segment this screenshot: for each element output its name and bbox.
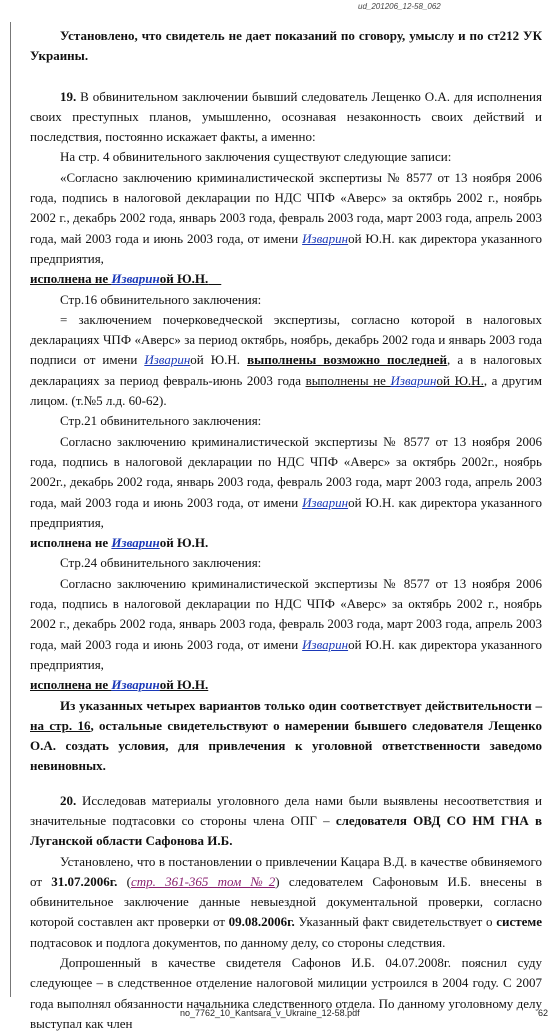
- s24-emphasis: [30, 677, 208, 692]
- s24-b: ой Ю.Н. как директора указанного предприятия,: [30, 636, 542, 672]
- footer-filename: no_7762_10_Kantsara_v_Ukraine_12-58.pdf: [180, 1008, 360, 1018]
- page21-text: [30, 432, 542, 554]
- witness-statement: Установлено, что свидетель не дает показаний по сговору, умыслу и по ст212 УК Украины.: [30, 28, 542, 64]
- q1-c2: ой Ю.Н.: [159, 271, 209, 287]
- quote-page4: [30, 168, 542, 290]
- q1-emphasis: [30, 271, 221, 286]
- izvarina-link[interactable]: Изварин: [302, 230, 349, 246]
- s16-bold: выполнены возможно последней: [247, 352, 448, 368]
- s16-u: выполнены не: [305, 372, 391, 388]
- document-body: [30, 26, 542, 1034]
- volume-link[interactable]: стр. 361-365 том №2: [130, 873, 276, 889]
- s24-c1: исполнена не: [30, 677, 112, 693]
- izvarina-link[interactable]: Изварин: [302, 494, 349, 510]
- p19-text: В обвинительном заключении бывший следователь Лещенко О.А. для исполнения своих преступных планов, умышленно, осознавая незаконность своих действий и последствия, постоянно искажает факты, а именно:: [30, 88, 542, 145]
- item-number-19: 19.: [60, 88, 77, 104]
- s21-c1: исполнена не: [30, 535, 112, 551]
- page24-text: [30, 574, 542, 696]
- p20b-date1: 31.07.2006г.: [51, 873, 118, 889]
- p20-bold: следователя ОВД СО НМ ГНА в Луганской области Сафонова И.Б.: [30, 812, 542, 849]
- s21-b: ой Ю.Н. как директора указанного предприятия,: [30, 494, 542, 530]
- izvarina-link[interactable]: Изварин: [390, 372, 437, 388]
- p19-sub: На стр. 4 обвинительного заключения существуют следующие записи:: [60, 149, 452, 165]
- s24-c2: ой Ю.Н.: [159, 677, 209, 693]
- p20b-d: Указанный факт свидетельствует о: [294, 914, 497, 930]
- p20b-a: Установлено, что в постановлении о привлечении Кацара В.Д. в качестве обвиняемого от: [30, 853, 542, 889]
- conclusion-paragraph: [30, 696, 542, 777]
- s21-a: Согласно заключению криминалистической экспертизы № 8577 от 13 ноября 2006 года, подпись в налоговой декларации по НДС ЧПФ «Аверс» за октябрь 2002г., ноябрь 2002г., декабрь 2002 года, январь 2003 года, февраль 2003 года, март 2003 года, апрель 2003 года, май 2003 года и июнь 2003 года, от имени: [30, 433, 542, 510]
- s24-a: Согласно заключению криминалистической экспертизы № 8577 от 13 ноября 2006 года, подпись в налоговой декларации по НДС ЧПФ «Аверс» за октябрь 2002 г., ноябрь 2002 г., декабрь 2002 года, январь 2003 года, февраль 2003 года, март 2003 года, апрель 2003 года, май 2003 года и июнь 2003 года, от имени: [30, 575, 542, 652]
- page-number: 62: [538, 1008, 549, 1018]
- s16-c: , а в налоговых декларациях за период февраль-июнь 2003 года: [30, 352, 543, 388]
- paragraph-19: [30, 87, 542, 148]
- s16-u2: ой Ю.Н.: [436, 372, 484, 388]
- s16-underlined: [306, 373, 484, 388]
- paragraph-20-established: [30, 852, 542, 953]
- page21-title: Стр.21 обвинительного заключения:: [60, 413, 262, 429]
- left-margin-line: [10, 22, 11, 997]
- p20b-date2: 09.08.2006г.: [228, 914, 295, 930]
- s16-d: , а другим лицом. (т.№5 л.д. 60-62).: [30, 372, 542, 409]
- concl-a: Из указанных четырех вариантов только один соответствует действительности –: [60, 697, 542, 713]
- concl-b: , остальные свидетельствуют о намерении бывшего следователя Лещенко О.А. создать условия, для привлечения к уголовной ответственности заведомо невиновных.: [30, 717, 542, 774]
- concl-u: на стр. 16: [30, 717, 91, 733]
- p20-text: Исследовав материалы уголовного дела нами были выявлены несоответствия и значительные подтасовки со стороны члена ОПГ –: [30, 792, 542, 828]
- p20b-e: подтасовок и подлога документов, по данному делу, со стороны следствия.: [30, 934, 446, 950]
- izvarina-link[interactable]: Изварин: [111, 535, 160, 551]
- conclusion-bold: [30, 698, 542, 774]
- izvarina-link[interactable]: Изварин: [111, 271, 160, 287]
- izvarina-link[interactable]: Изварин: [144, 352, 191, 368]
- izvarina-link[interactable]: Изварин: [302, 636, 349, 652]
- page16-text: [30, 310, 542, 411]
- izvarina-link[interactable]: Изварин: [111, 677, 160, 693]
- q1-text: «Согласно заключению криминалистической экспертизы № 8577 от 13 ноября 2006 года, подпись в налоговой декларации по НДС ЧПФ «Аверс» за октябрь 2002 г., ноябрь 2002 г., декабрь 2002 года, январь 2003 года, февраль 2003 года, март 2003 года, апрель 2003 года, май 2003 года и июнь 2003 года, от имени: [30, 169, 542, 246]
- page24-title: Стр.24 обвинительного заключения:: [60, 555, 262, 571]
- paragraph-20-witness: Допрошенный в качестве свидетеля Сафонов И.Б. 04.07.2008г. пояснил суду следующее – в следственное отделение налоговой милиции устроился в 2004 году. С 2007 года выполнял обязанности начальника следственного отдела. По данному уголовному делу выступал как член: [30, 955, 542, 1031]
- page16-title: Стр.16 обвинительного заключения:: [60, 291, 262, 307]
- file-tag: ud_201206_12-58_062: [358, 2, 441, 11]
- paragraph-20: [30, 791, 542, 852]
- s16-b: ой Ю.Н.: [190, 352, 248, 368]
- p20b-system: системе: [496, 914, 542, 930]
- s21-emphasis: [30, 535, 208, 550]
- s16-a: = заключением почерковедческой экспертизы, согласно которой в налоговых декларациях ЧПФ «Аверс» за период октябрь, ноябрь, декабрь 2002 года и январь 2003 года подписи от имени: [30, 311, 542, 368]
- q1-text-b: ой Ю.Н. как директора указанного предприятия,: [30, 230, 542, 266]
- item-number-20: 20.: [60, 792, 77, 808]
- p20b-c: ) следователем Сафоновым И.Б. внесены в обвинительное заключение данные невыездной документальной проверки, согласно которой составлен акт проверки от: [30, 873, 542, 930]
- s21-c2: ой Ю.Н.: [159, 535, 209, 551]
- p20b-b: (: [117, 873, 131, 889]
- paragraph-witness: [30, 26, 542, 67]
- q1-c1: исполнена не: [30, 271, 112, 287]
